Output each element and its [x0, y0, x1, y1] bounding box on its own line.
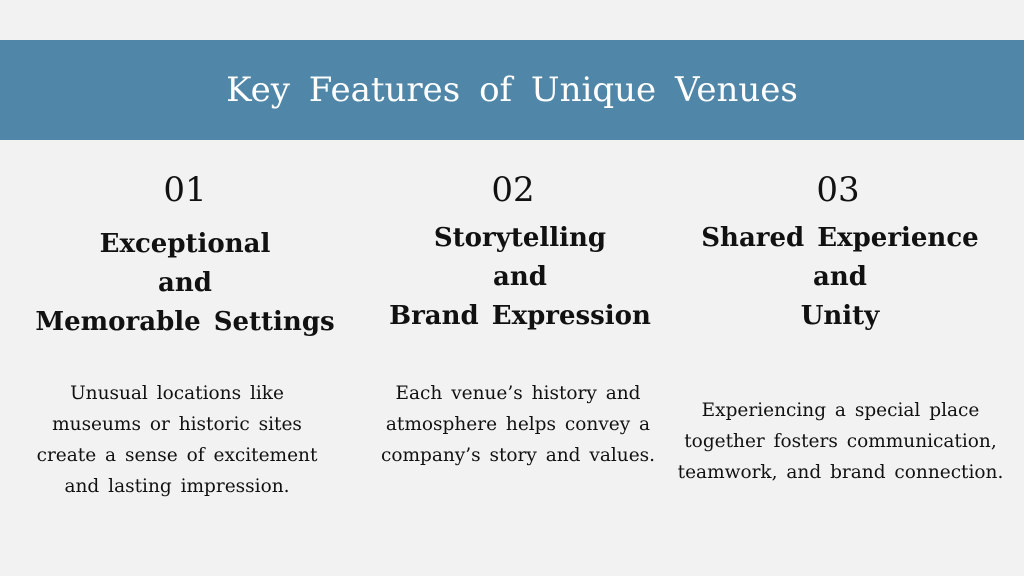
- feature-title-line: and: [493, 262, 547, 292]
- feature-number: 01: [163, 170, 207, 210]
- feature-title: [20, 225, 350, 342]
- feature-number: 02: [491, 170, 535, 210]
- feature-title-line: Memorable Settings: [35, 307, 335, 337]
- feature-number: 03: [816, 170, 860, 210]
- feature-title-line: Storytelling: [433, 223, 607, 253]
- feature-description: Unusual locations like museums or historic sites create a sense of excitement and lasting impression.: [36, 383, 318, 497]
- feature-title-line: Brand Expression: [389, 301, 651, 331]
- feature-title-line: and: [158, 268, 212, 298]
- feature-title-line: Unity: [800, 301, 880, 331]
- feature-title-line: and: [813, 262, 867, 292]
- page-title: Key Features of Unique Venues: [226, 70, 798, 110]
- feature-title-line: Shared Experience: [701, 223, 979, 253]
- feature-description: Experiencing a special place together fosters communication, teamwork, and brand connection.: [677, 400, 1004, 483]
- feature-title: [370, 219, 670, 336]
- title-banner: [0, 40, 1024, 140]
- feature-title-line: Exceptional: [99, 229, 271, 259]
- feature-title: [690, 219, 990, 336]
- feature-description: Each venue’s history and atmosphere helps convey a company’s story and values.: [380, 383, 656, 466]
